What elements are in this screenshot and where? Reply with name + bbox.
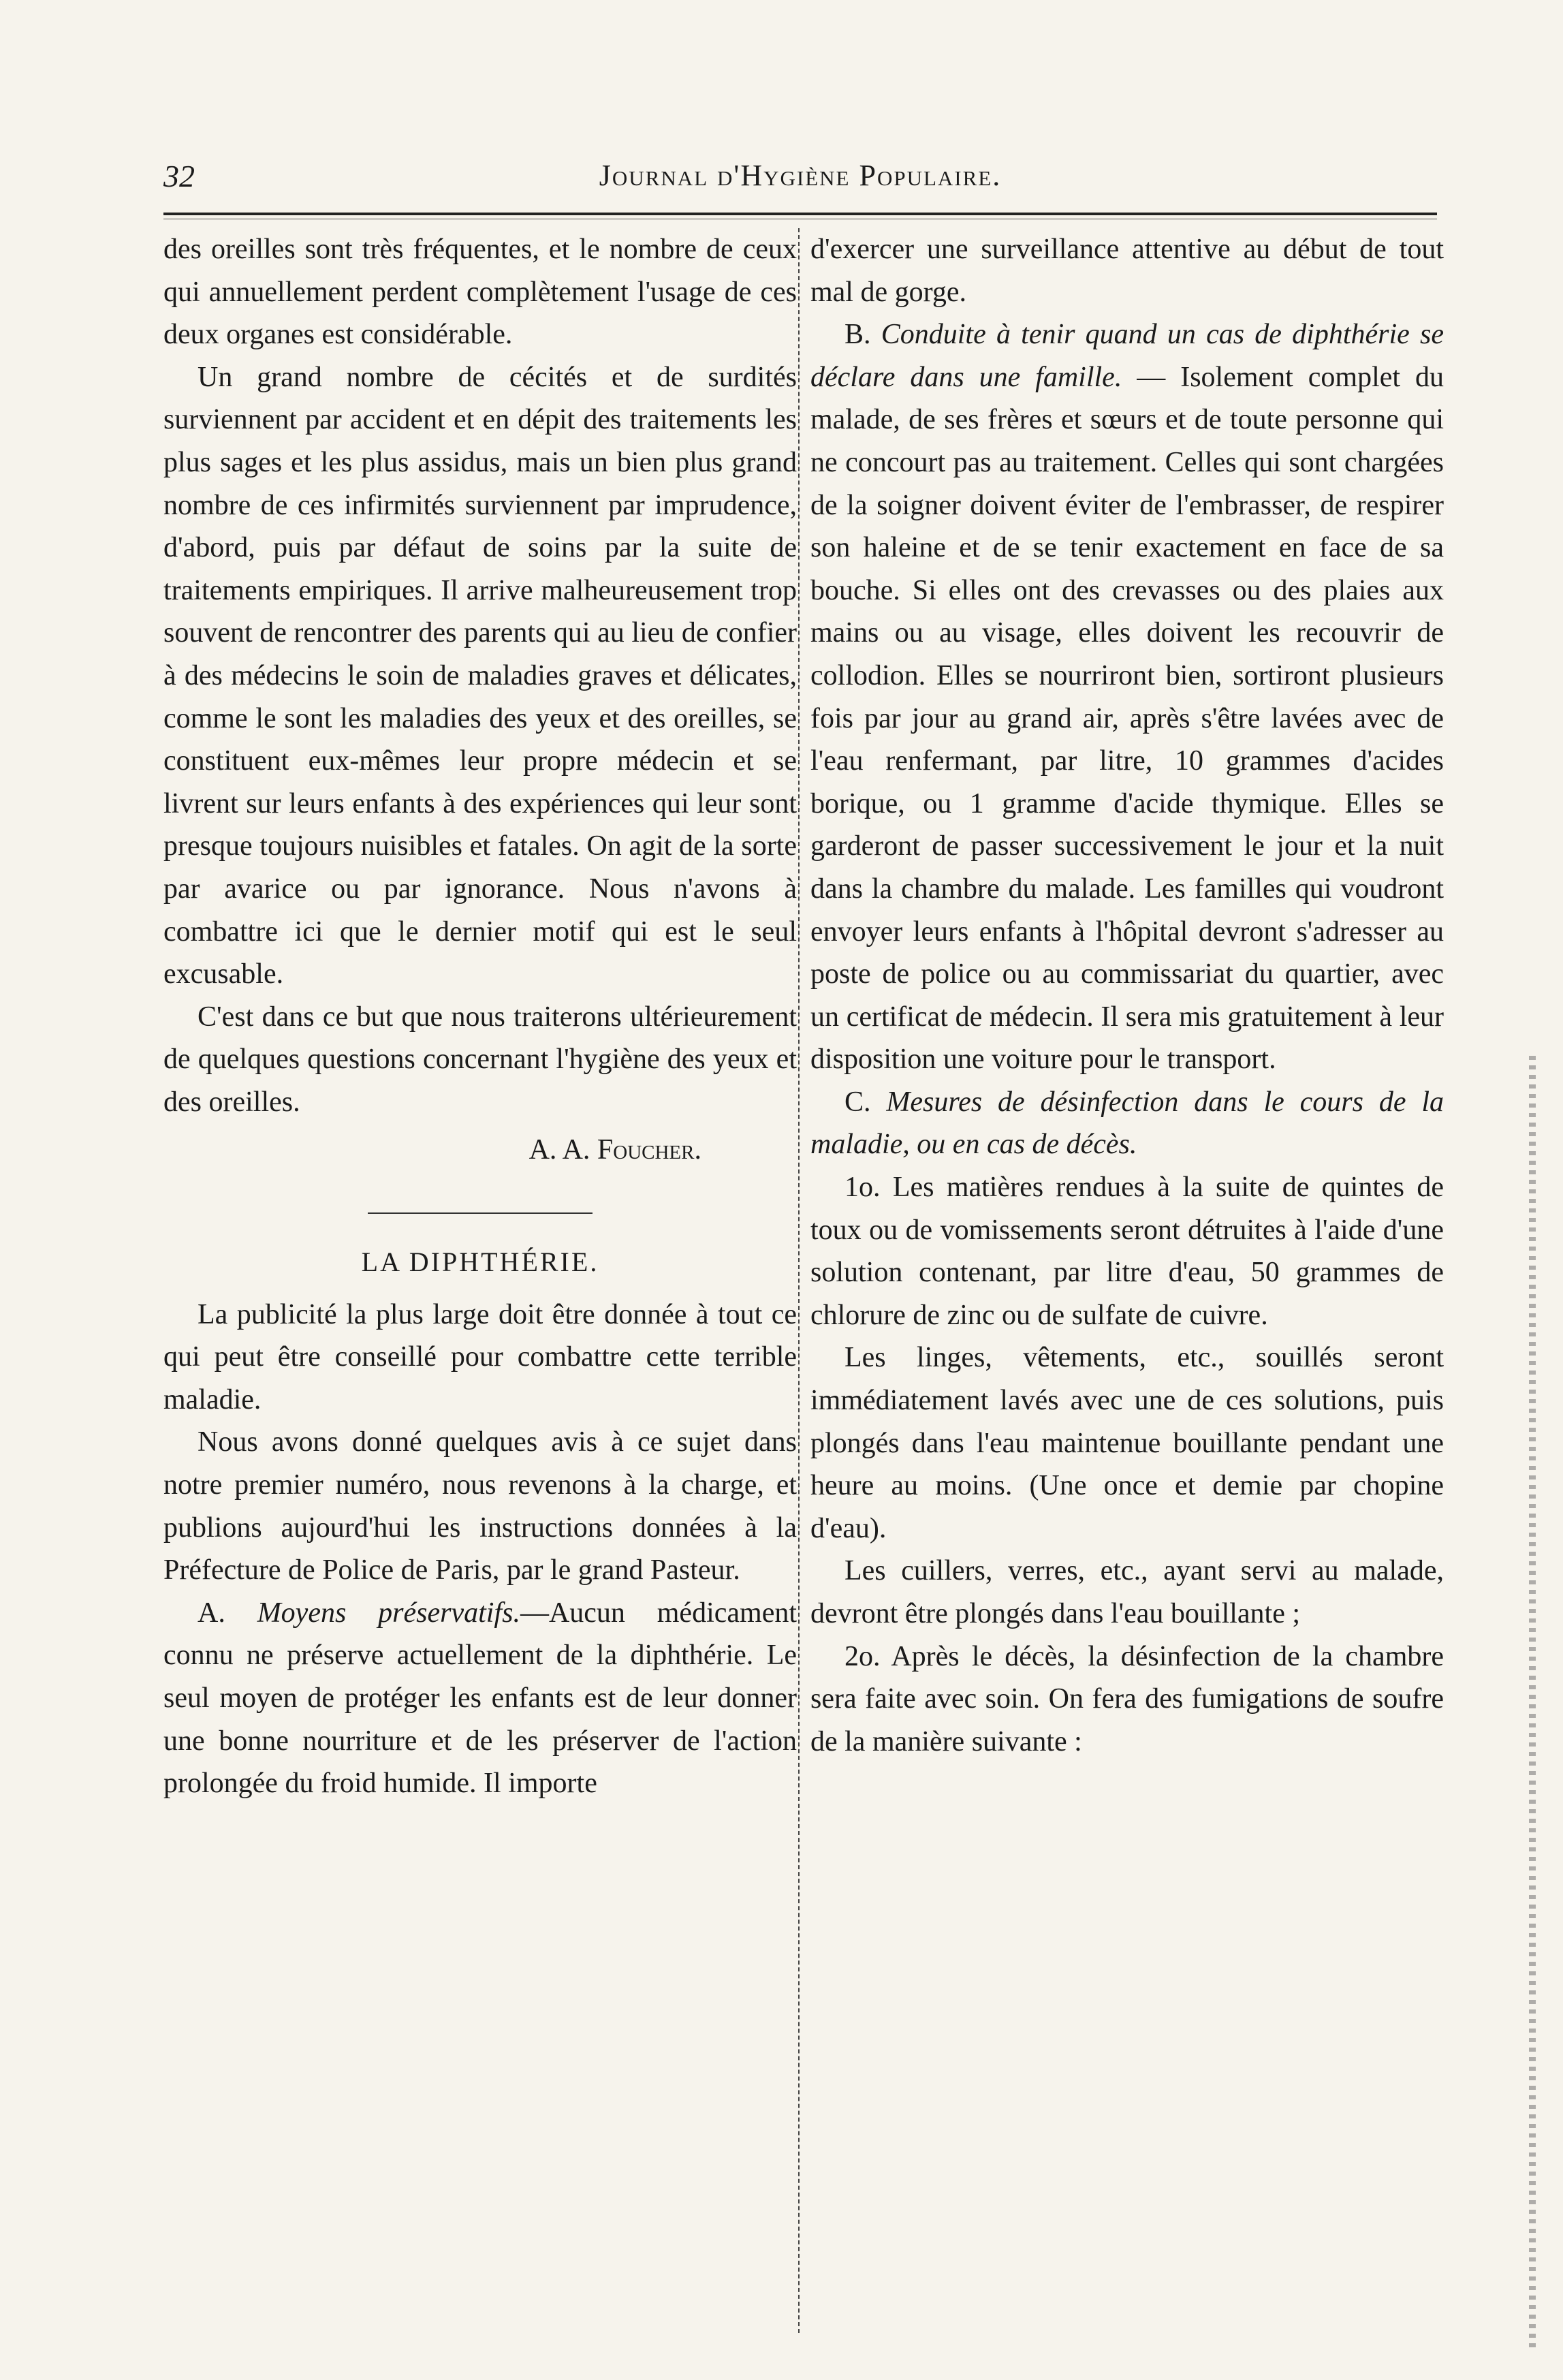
article-signature: A. A. Foucher.: [528, 1134, 701, 1166]
right-paragraph-1: d'exercer une surveillance attentive au début de tout mal de gorge.: [810, 234, 1444, 308]
page-number: 32: [163, 159, 195, 193]
left-paragraph-3: C'est dans ce but que nous traiterons ultérieurement de quelques questions concernant l'hygiène des yeux et des oreilles.: [163, 1001, 797, 1118]
left-paragraph-1: des oreilles sont très fréquentes, et le nombre de ceux qui annuellement perdent complètement l'usage de ces deux organes est considérable.: [163, 234, 797, 351]
section-b-label: B.: [844, 319, 871, 351]
left-paragraph-2: Un grand nombre de cécités et de surdités surviennent par accident et en dépit des traitements les plus sages et les plus assidus, mais un bien plus grand nombre de ces infirmités surviennent par imprudence, d'abord, puis par défaut de soins par la suite de traitements empiriques. Il arrive malheureusement trop souvent de rencontrer des parents qui au lieu de confier à des médecins le soin de maladies graves et délicates, comme le sont les maladies des yeux et des oreilles, se constituent eux-mêmes leur propre médecin et se livrent sur leurs enfants à des expériences qui leur sont presque toujours nuisibles et fatales. On agit de la sorte par avarice ou par ignorance. Nous n'avons à combattre ici que le dernier motif qui est le seul excusable.: [163, 361, 797, 990]
page-edge-marks: [1529, 1056, 1536, 2350]
section-c-label: C.: [844, 1086, 871, 1118]
left-column: [163, 228, 797, 1805]
journal-title: Journal d'Hygiène Populaire.: [599, 159, 1002, 192]
header-rule: [163, 213, 1437, 219]
right-column: [810, 228, 1444, 1763]
section-b-text: — Isolement complet du malade, de ses frères et sœurs et de toute personne qui ne concourt pas au traitement. Celles qui sont chargées de la soigner doivent éviter de l'embrasser, de respirer son haleine et de se tenir exactement en face de sa bouche. Si elles ont des crevasses ou des plaies aux mains ou au visage, elles doivent les recouvrir de collodion. Elles se nourriront bien, sortiront plusieurs fois par jour au grand air, après s'être lavées avec de l'eau renfermant, par litre, 10 grammes d'acides borique, ou 1 gramme d'acide thymique. Elles se garderont de passer successivement le jour et la nuit dans la chambre du malade. Les familles qui voudront envoyer leurs enfants à l'hôpital devront s'adresser au poste de police ou au commissariat du quartier, avec un certificat de médecin. Il sera mis gratuitement à leur disposition une voiture pour le transport.: [810, 361, 1444, 1076]
section-a-label: A.: [198, 1597, 225, 1629]
section-a: [163, 1592, 797, 1805]
section-c-item-4: 2o. Après le décès, la désinfection de la chambre sera faite avec soin. On fera des fumigations de soufre de la manière suivante :: [810, 1640, 1444, 1757]
section-a-text: —Aucun médicament connu ne préserve actuellement de la diphthérie. Le seul moyen de protéger les enfants est de leur donner une bonne nourriture et de les préserver de l'action prolongée du froid humide. Il importe: [163, 1597, 798, 1800]
section-c-item-1: 1o. Les matières rendues à la suite de quintes de toux ou de vomissements seront détruites à l'aide d'une solution contenant, par litre d'eau, 50 grammes de chlorure de zinc ou de sulfate de cuivre.: [810, 1172, 1444, 1331]
section-c: [810, 1081, 1444, 1166]
section-b: [810, 313, 1444, 1081]
article-divider: [368, 1212, 593, 1214]
section-c-item-3: Les cuillers, verres, etc., ayant servi au malade, devront être plongés dans l'eau bouillante ;: [810, 1555, 1444, 1629]
section-b-title: Conduite à tenir quand un cas de diphthérie se déclare dans une famille.: [810, 319, 1444, 393]
section-title: LA DIPHTHÉRIE.: [361, 1247, 599, 1278]
left-paragraph-4: La publicité la plus large doit être donnée à tout ce qui peut être conseillé pour combattre cette terrible maladie.: [163, 1298, 797, 1415]
left-paragraph-5: Nous avons donné quelques avis à ce sujet dans notre premier numéro, nous revenons à la charge, et publions aujourd'hui les instructions données à la Préfecture de Police de Paris, par le grand Pasteur.: [163, 1426, 797, 1586]
section-a-title: Moyens préservatifs.: [257, 1597, 520, 1629]
running-head: [163, 158, 1437, 206]
section-c-item-2: Les linges, vêtements, etc., souillés seront immédiatement lavés avec une de ces solutions, puis plongés dans l'eau maintenue bouillante pendant une heure au moins. (Une once et demie par chopine d'eau).: [810, 1342, 1444, 1544]
section-c-title: Mesures de désinfection dans le cours de la maladie, ou en cas de décès.: [810, 1086, 1444, 1161]
column-divider: [798, 228, 800, 2333]
